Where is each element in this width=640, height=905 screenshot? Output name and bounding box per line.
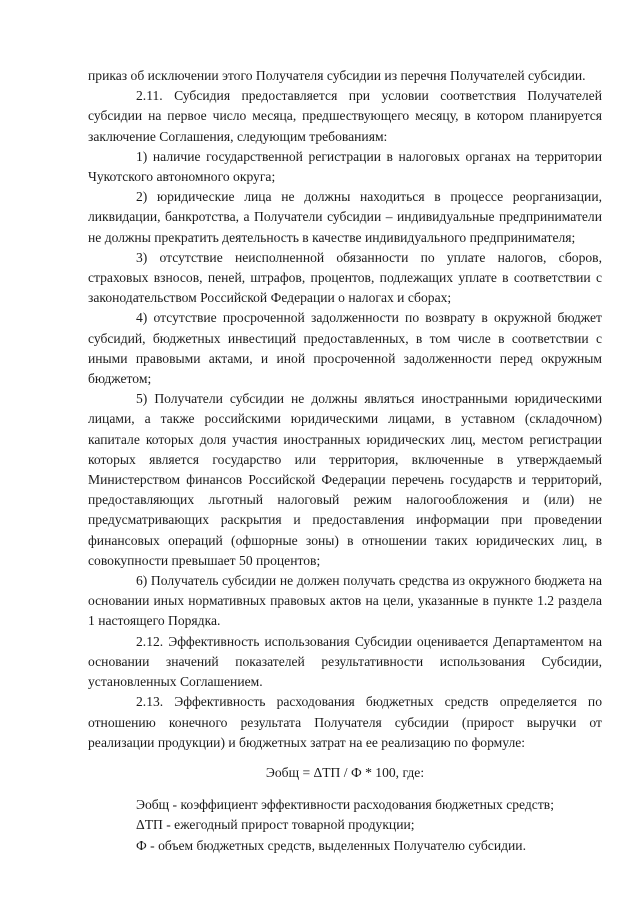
paragraph-2-13: 2.13. Эффективность расходования бюджетных средств определяется по отношению конечного результата Получателя субсидии (прирост выручки от реализации продукции) и бюджетных затрат на ее реализацию по формуле: [88, 694, 602, 750]
document-body [88, 66, 602, 856]
paragraph-2-11: 2.11. Субсидия предоставляется при условии соответствия Получателей субсидии на первое число месяца, предшествующего месяцу, в котором планируется заключение Соглашения, следующим требованиям: [88, 88, 602, 144]
definition-f: Ф - объем бюджетных средств, выделенных Получателю субсидии. [136, 837, 526, 853]
paragraph-continuation: приказ об исключении этого Получателя субсидии из перечня Получателей субсидии. [88, 68, 586, 83]
efficiency-formula: Эобщ = ΔТП / Ф * 100, где: [265, 764, 425, 780]
requirement-5: 5) Получатели субсидии не должны являться иностранными юридическими лицами, а также российскими юридическими лицами, в уставном (складочном) капитале которых доля участия иностранных юридических лиц, местом регистрации которых является государство или территория, включенные в утверждаемый Министерством финансов Российской Федерации перечень государств и территорий, предоставляющих льготный налоговый режим налогообложения и (или) не предусматривающих раскрытия и предоставления информации при проведении финансовых операций (офшорные зоны) в отношении таких юридических лиц, в совокупности превышает 50 процентов; [88, 391, 602, 568]
definition-delta-tp: ΔТП - ежегодный прирост товарной продукции; [136, 817, 415, 833]
requirement-2: 2) юридические лица не должны находиться в процессе реорганизации, ликвидации, банкротства, а Получатели субсидии – индивидуальные предприниматели не должны прекратить деятельность в качестве индивидуального предпринимателя; [88, 189, 602, 245]
definition-eobsch: Эобщ - коэффициент эффективности расходования бюджетных средств; [136, 797, 554, 813]
paragraph-2-12: 2.12. Эффективность использования Субсидии оценивается Департаментом на основании значений показателей результативности использования Субсидии, установленных Соглашением. [88, 633, 602, 690]
requirement-3: 3) отсутствие неисполненной обязанности по уплате налогов, сборов, страховых взносов, пеней, штрафов, процентов, подлежащих уплате в соответствии с законодательством Российской Федерации о налогах и сборах; [88, 249, 602, 306]
requirement-4: 4) отсутствие просроченной задолженности по возврату в окружной бюджет субсидий, бюджетных инвестиций предоставленных, в том числе в соответствии с иными правовыми актами, и иной просроченной задолженности перед окружным бюджетом; [88, 310, 602, 387]
requirement-1: 1) наличие государственной регистрации в налоговых органах на территории Чукотского автономного округа; [88, 148, 602, 185]
requirement-6: 6) Получатель субсидии не должен получать средства из окружного бюджета на основании иных нормативных правовых актов на цели, указанные в пункте 1.2 раздела 1 настоящего Порядка. [88, 573, 602, 629]
